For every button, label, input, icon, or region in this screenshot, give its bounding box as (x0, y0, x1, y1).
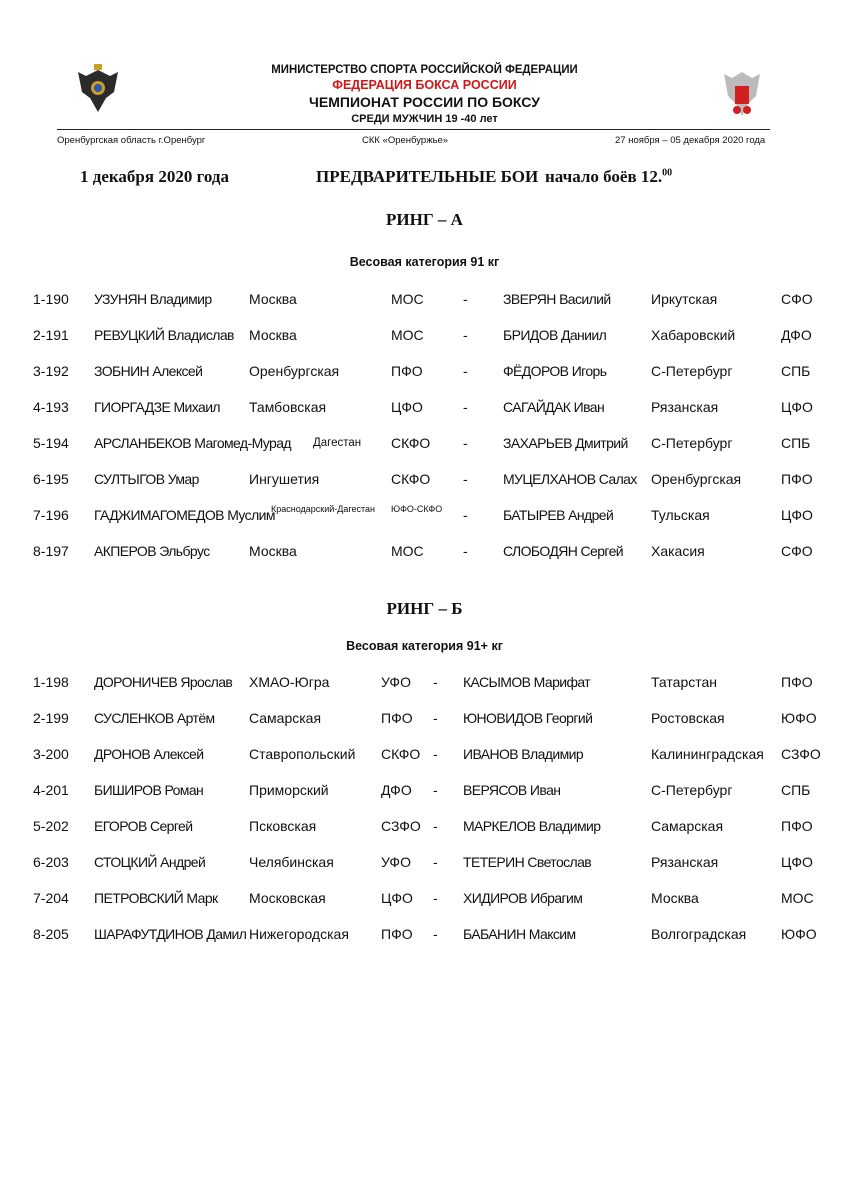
red-corner-region: Тамбовская (249, 399, 327, 415)
blue-corner-district: ПФО (781, 471, 813, 487)
red-corner-district: ЦФО (381, 890, 413, 906)
versus-dash: - (463, 435, 468, 451)
red-corner-name: СУСЛЕНКОВ Артём (94, 710, 215, 726)
day-date: 1 декабря 2020 года (80, 167, 229, 186)
red-corner-region: Оренбургская (249, 363, 340, 379)
red-corner-district: ЮФО-СКФО (391, 504, 443, 514)
blue-corner-name: МАРКЕЛОВ Владимир (463, 818, 601, 834)
blue-corner-district: ЮФО (781, 926, 817, 942)
blue-corner-region: Хакасия (651, 543, 705, 559)
red-corner-name: ПЕТРОВСКИЙ Марк (94, 890, 218, 906)
red-corner-region: Псковская (249, 818, 317, 834)
blue-corner-region: Рязанская (651, 399, 719, 415)
bout-number: 5-202 (33, 818, 69, 834)
blue-corner-region: Волгоградская (651, 926, 747, 942)
versus-dash: - (463, 291, 468, 307)
blue-corner-district: ДФО (781, 327, 812, 343)
bout-row (0, 854, 849, 874)
bout-number: 2-191 (33, 327, 69, 343)
blue-corner-name: ТЕТЕРИН Светослав (463, 854, 592, 870)
versus-dash: - (433, 890, 438, 906)
red-corner-region: Челябинская (249, 854, 334, 870)
bout-number: 5-194 (33, 435, 69, 451)
red-corner-district: ПФО (391, 363, 423, 379)
versus-dash: - (463, 363, 468, 379)
red-corner-name: ГИОРГАДЗЕ Михаил (94, 399, 220, 415)
blue-corner-region: Татарстан (651, 674, 718, 690)
dates: 27 ноября – 05 декабря 2020 года (615, 135, 766, 146)
bout-row (0, 674, 849, 694)
red-corner-region: Дагестан (313, 437, 362, 449)
blue-corner-name: СЛОБОДЯН Сергей (503, 543, 624, 559)
red-corner-region: Краснодарский-Дагестан (271, 504, 375, 514)
start-time (545, 167, 672, 187)
blue-corner-name: БАТЫРЕВ Андрей (503, 507, 614, 523)
bout-row (0, 782, 849, 802)
blue-corner-region: С-Петербург (651, 363, 733, 379)
red-corner-region: Москва (249, 327, 297, 343)
red-corner-district: ПФО (381, 710, 413, 726)
blue-corner-name: САГАЙДАК Иван (503, 399, 605, 415)
blue-corner-region: Москва (651, 890, 699, 906)
blue-corner-district: СПБ (781, 435, 811, 451)
red-corner-region: Ингушетия (249, 471, 320, 487)
bout-number: 8-197 (33, 543, 69, 559)
blue-corner-region: Хабаровский (651, 327, 736, 343)
ring-a-title: РИНГ – А (386, 210, 463, 229)
blue-corner-district: СПБ (781, 363, 811, 379)
red-corner-name: АКПЕРОВ Эльбрус (94, 543, 210, 559)
blue-corner-region: Оренбургская (651, 471, 742, 487)
red-corner-name: ЕГОРОВ Сергей (94, 818, 193, 834)
red-corner-district: СКФО (381, 746, 421, 762)
bout-number: 7-204 (33, 890, 69, 906)
bout-row (0, 890, 849, 910)
red-corner-name: ЗОБНИН Алексей (94, 363, 203, 379)
blue-corner-name: БРИДОВ Даниил (503, 327, 607, 343)
red-corner-district: МОС (391, 543, 424, 559)
start-time-label: начало боёв 12. (545, 167, 663, 186)
blue-corner-district: СФО (781, 291, 813, 307)
bout-row (0, 746, 849, 766)
bout-row (0, 327, 849, 347)
blue-corner-region: С-Петербург (651, 782, 733, 798)
red-corner-district: МОС (391, 327, 424, 343)
versus-dash: - (463, 399, 468, 415)
ring-a-weight: Весовая категория 91 кг (349, 255, 500, 269)
blue-corner-district: СФО (781, 543, 813, 559)
venue: СКК «Оренбуржье» (362, 135, 449, 146)
bout-number: 4-201 (33, 782, 69, 798)
red-corner-name: ДОРОНИЧЕВ Ярослав (94, 674, 233, 690)
blue-corner-name: БАБАНИН Максим (463, 926, 576, 942)
start-time-minutes: 00 (662, 167, 673, 179)
blue-corner-region: Ростовская (651, 710, 725, 726)
red-corner-district: МОС (391, 291, 424, 307)
blue-corner-name: ЗАХАРЬЕВ Дмитрий (503, 435, 628, 451)
blue-corner-district: МОС (781, 890, 814, 906)
bout-row (0, 926, 849, 946)
blue-corner-name: ФЁДОРОВ Игорь (503, 363, 607, 379)
red-corner-name: РЕВУЦКИЙ Владислав (94, 327, 234, 343)
bout-row (0, 471, 849, 491)
blue-corner-district: ЦФО (781, 399, 813, 415)
blue-corner-district: ЦФО (781, 507, 813, 523)
bout-row (0, 291, 849, 311)
blue-corner-district: ПФО (781, 674, 813, 690)
versus-dash: - (433, 710, 438, 726)
versus-dash: - (463, 507, 468, 523)
red-corner-district: СКФО (391, 435, 431, 451)
blue-corner-region: Тульская (651, 507, 710, 523)
versus-dash: - (433, 674, 438, 690)
red-corner-name: СУЛТЫГОВ Умар (94, 471, 199, 487)
blue-corner-district: ЮФО (781, 710, 817, 726)
ring-b-weight: Весовая категория 91+ кг (346, 639, 503, 653)
red-corner-name: СТОЦКИЙ Андрей (94, 854, 206, 870)
bout-number: 7-196 (33, 507, 69, 523)
bout-number: 6-203 (33, 854, 69, 870)
red-corner-district: УФО (381, 854, 411, 870)
blue-corner-name: КАСЫМОВ Марифат (463, 674, 591, 690)
blue-corner-district: ЦФО (781, 854, 813, 870)
blue-corner-name: ЗВЕРЯН Василий (503, 291, 611, 307)
bout-number: 1-190 (33, 291, 69, 307)
bout-row (0, 363, 849, 383)
blue-corner-region: С-Петербург (651, 435, 733, 451)
blue-corner-name: МУЦЕЛХАНОВ Салах (503, 471, 637, 487)
red-corner-district: УФО (381, 674, 411, 690)
versus-dash: - (433, 926, 438, 942)
bout-row (0, 543, 849, 563)
red-corner-district: СЗФО (381, 818, 421, 834)
header-divider (57, 129, 770, 130)
bout-number: 1-198 (33, 674, 69, 690)
blue-corner-region: Калининградская (651, 746, 764, 762)
versus-dash: - (433, 782, 438, 798)
bout-number: 3-192 (33, 363, 69, 379)
red-corner-name: ГАДЖИМАГОМЕДОВ Муслим (94, 507, 275, 523)
blue-corner-region: Самарская (651, 818, 724, 834)
versus-dash: - (433, 818, 438, 834)
red-corner-district: ЦФО (391, 399, 423, 415)
red-corner-name: УЗУНЯН Владимир (94, 291, 212, 307)
blue-corner-region: Иркутская (651, 291, 718, 307)
red-corner-region: Московская (249, 890, 326, 906)
red-corner-name: ШАРАФУТДИНОВ Дамил (94, 926, 247, 942)
ring-b-title: РИНГ – Б (386, 599, 463, 618)
red-corner-region: Москва (249, 543, 297, 559)
bout-row (0, 710, 849, 730)
red-corner-region: Самарская (249, 710, 322, 726)
blue-corner-name: ЮНОВИДОВ Георгий (463, 710, 593, 726)
blue-corner-district: СПБ (781, 782, 811, 798)
red-corner-region: Приморский (249, 782, 329, 798)
bout-row (0, 435, 849, 455)
blue-corner-region: Рязанская (651, 854, 719, 870)
location: Оренбургская область г.Оренбург (57, 135, 206, 146)
bout-number: 6-195 (33, 471, 69, 487)
bout-row (0, 504, 849, 527)
bout-number: 4-193 (33, 399, 69, 415)
red-corner-region: Ставропольский (249, 746, 356, 762)
versus-dash: - (463, 327, 468, 343)
championship-title: ЧЕМПИОНАТ РОССИИ ПО БОКСУ (309, 94, 540, 110)
bout-number: 3-200 (33, 746, 69, 762)
red-corner-region: Нижегородская (249, 926, 349, 942)
versus-dash: - (433, 746, 438, 762)
bout-number: 8-205 (33, 926, 69, 942)
versus-dash: - (463, 543, 468, 559)
blue-corner-district: ПФО (781, 818, 813, 834)
red-corner-name: БИШИРОВ Роман (94, 782, 204, 798)
blue-corner-district: СЗФО (781, 746, 821, 762)
blue-corner-name: ИВАНОВ Владимир (463, 746, 584, 762)
red-corner-region: Москва (249, 291, 297, 307)
red-corner-district: ПФО (381, 926, 413, 942)
red-corner-name: АРСЛАНБЕКОВ Магомед-Мурад (94, 435, 291, 451)
versus-dash: - (433, 854, 438, 870)
bout-number: 2-199 (33, 710, 69, 726)
federation-title: ФЕДЕРАЦИЯ БОКСА РОССИИ (332, 78, 517, 92)
versus-dash: - (463, 471, 468, 487)
age-category: СРЕДИ МУЖЧИН 19 -40 лет (351, 113, 498, 125)
bout-row (0, 399, 849, 419)
red-corner-name: ДРОНОВ Алексей (94, 746, 204, 762)
red-corner-district: СКФО (391, 471, 431, 487)
stage-title: ПРЕДВАРИТЕЛЬНЫЕ БОИ (316, 167, 539, 186)
blue-corner-name: ХИДИРОВ Ибрагим (463, 890, 583, 906)
blue-corner-name: ВЕРЯСОВ Иван (463, 782, 561, 798)
red-corner-region: ХМАО-Югра (249, 674, 330, 690)
red-corner-district: ДФО (381, 782, 412, 798)
bout-row (0, 818, 849, 838)
ministry-title: МИНИСТЕРСТВО СПОРТА РОССИЙСКОЙ ФЕДЕРАЦИИ (271, 62, 578, 76)
